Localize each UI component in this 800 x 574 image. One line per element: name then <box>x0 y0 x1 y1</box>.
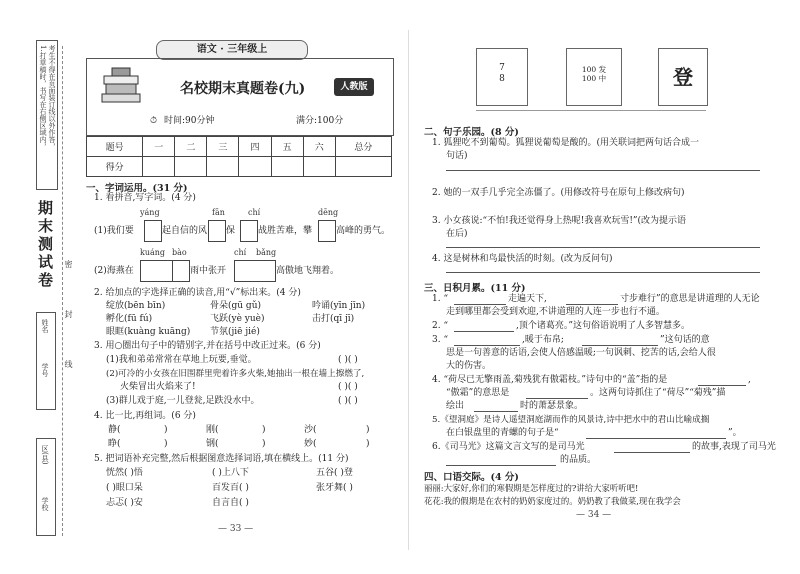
dialogue-line: 丽丽:大家好,你们的寒假期是怎样度过的?讲给大家听听吧! <box>424 483 639 493</box>
exam-full-score: 满分:100分 <box>296 116 344 126</box>
q1-line2-d: 高傲地飞翔着。 <box>276 266 340 276</box>
subject-banner: 语文 · 三年级上 <box>156 40 308 60</box>
fill-blank[interactable] <box>586 438 726 439</box>
dialogue-line: 花花:我的假期是在农村的奶奶家度过的。奶奶教了我做菜,现在我学会 <box>424 496 681 506</box>
fill-blank[interactable] <box>582 345 658 346</box>
score-cell[interactable] <box>175 157 207 177</box>
q5-item[interactable]: 忐忑( )安 <box>106 498 143 508</box>
q4-item[interactable]: 刚( <box>206 425 219 435</box>
section-4-title: 四、口语交际。(4 分) <box>424 472 519 483</box>
q4-item[interactable]: 沙( <box>304 425 317 435</box>
pinyin: dēng <box>318 208 339 217</box>
s3-q1: 寸步难行”的意思是讲道理的人无论 <box>620 294 760 304</box>
s2-q1: 1. 狐狸吃不到葡萄。狐狸说葡萄是酸的。(用关联词把两句话合成一 <box>432 138 699 148</box>
score-header: 一 <box>143 137 175 157</box>
q5-item[interactable]: 百发百( ) <box>212 483 249 493</box>
s3-q3: ,暖于布帛; <box>522 335 564 345</box>
q5-item[interactable]: 五谷( )登 <box>316 468 353 478</box>
section-3-title: 三、日积月累。(11 分) <box>424 283 526 294</box>
pinyin: kuáng <box>140 248 166 257</box>
s3-q5: 在白银盘里的青螺的句子是“ <box>446 428 559 438</box>
q4-item[interactable]: 妙( <box>304 439 317 449</box>
score-row-label: 得分 <box>87 157 143 177</box>
score-cell[interactable] <box>207 157 239 177</box>
s2-q2: 2. 她的一双手几乎完全冻僵了。(用修改符号在原句上修改病句) <box>432 188 685 198</box>
s3-q3: ”这句话的意 <box>660 335 710 345</box>
school-info-box <box>36 438 56 536</box>
q5-item[interactable]: 张牙舞( ) <box>316 483 353 493</box>
paren-close: ) <box>262 425 266 435</box>
bind-mark-mi: 密 <box>64 260 73 268</box>
s3-q6: 6.《司马光》这篇文言文写的是司马光 <box>432 442 585 452</box>
s3-q3: 3. “ <box>432 335 449 345</box>
picture-text: 100 发 <box>581 65 607 74</box>
q1-line1-c: 保 <box>226 226 236 236</box>
q2-item[interactable]: 飞跃(yè yuè) <box>210 314 265 324</box>
score-cell[interactable] <box>239 157 271 177</box>
binder-title: 期末测试卷 <box>36 200 54 290</box>
student-info-box <box>36 312 56 410</box>
s3-q3: 思是一句善意的话语,会使人倍感温暖;一句讽刺、挖苦的话,会给人很 <box>446 348 716 358</box>
page-fold <box>408 30 409 550</box>
answer-line[interactable] <box>446 247 760 248</box>
pinyin: chí <box>234 248 247 257</box>
s3-q4: 绘出 <box>446 401 465 411</box>
fill-blank[interactable] <box>614 452 690 453</box>
fill-blank[interactable] <box>446 465 556 466</box>
q5-item[interactable]: ( )上八下 <box>212 468 249 478</box>
s2-q4: 4. 这是树林和鸟最快活的时刻。(改为反问句) <box>432 254 613 264</box>
s2-q1b: 句话) <box>446 151 468 161</box>
char-box[interactable] <box>240 220 258 242</box>
s2-q3b: 在后) <box>446 229 468 239</box>
q2-item[interactable]: 绽放(bēn bīn) <box>106 301 166 311</box>
q3-prompt: 3. 用○圈出句子中的错别字,并在括号中改正过来。(6 分) <box>94 341 321 351</box>
q1-line1-a: (1)我们要 <box>94 226 134 236</box>
q1-line1-b: 起自信的风 <box>162 226 208 236</box>
s3-q2: 2. “ <box>432 321 449 331</box>
picture-text: 8 <box>499 74 505 84</box>
s3-q1: 1. “ <box>432 294 449 304</box>
score-header: 三 <box>207 137 239 157</box>
s3-q5: 5.《望洞庭》是诗人遥望洞庭湖而作的风景诗,诗中把水中的君山比喻成搁 <box>432 415 710 425</box>
q4-item[interactable]: 睁( <box>108 439 121 449</box>
bind-mark-xian: 线 <box>64 360 73 368</box>
q2-item[interactable]: 节氛(jiē jié) <box>210 327 260 337</box>
q1-line2-a: (2)海燕在 <box>94 266 134 276</box>
char-box[interactable] <box>234 260 276 282</box>
fill-blank[interactable] <box>698 385 746 386</box>
field-label: 学校 <box>41 497 49 511</box>
q1-prompt: 1. 看拼音,写字词。(4 分) <box>94 193 196 203</box>
s3-q4: 时的萧瑟景象。 <box>520 401 584 411</box>
q5-item[interactable]: 恍然( )悟 <box>106 468 143 478</box>
s3-q4: , <box>748 375 751 385</box>
fill-blank[interactable] <box>526 398 588 399</box>
s3-q4: “傲霜”的意思是 <box>446 388 510 398</box>
pinyin: bǎng <box>256 248 277 257</box>
book-stack-icon <box>98 64 144 110</box>
page-number-left: — 33 — <box>218 524 254 534</box>
field-label: 区(县) <box>41 445 49 465</box>
pinyin: yáng <box>140 208 160 217</box>
q3-answer[interactable]: ( )( ) <box>338 355 358 365</box>
q1-line1-e: 高峰的勇气。 <box>336 226 391 236</box>
score-header: 五 <box>271 137 303 157</box>
char-box[interactable] <box>318 220 336 242</box>
field-label: 姓名 <box>41 319 49 333</box>
q5-item[interactable]: 自言自( ) <box>212 498 249 508</box>
picture-card <box>566 48 622 106</box>
s3-q4: 。这两句诗抓住了“荷尽”“菊残”描 <box>590 388 726 398</box>
picture-text: 登 <box>673 65 693 89</box>
page-title: 名校期末真题卷(九) <box>180 81 306 97</box>
q2-item[interactable]: 眼眶(kuàng kuāng) <box>106 327 191 337</box>
pinyin: bào <box>172 248 187 257</box>
notice-line: 1.打草稿时，书写在右侧区域内， <box>39 45 47 150</box>
picture-answer-line[interactable] <box>476 110 706 111</box>
paren-close: ) <box>164 439 168 449</box>
page-number-right: — 34 — <box>576 510 612 520</box>
edition-badge: 人教版 <box>334 78 374 96</box>
score-header: 题号 <box>87 137 143 157</box>
q4-item[interactable]: 静( <box>108 425 121 435</box>
notice-box <box>36 40 58 190</box>
q2-prompt: 2. 给加点的字选择正确的读音,用“√”标出来。(4 分) <box>94 288 301 298</box>
q2-item[interactable]: 骨朵(gū gǔ) <box>210 301 261 311</box>
s3-q6: 的品质。 <box>560 455 597 465</box>
answer-line[interactable] <box>446 170 760 171</box>
paren-close: ) <box>366 439 370 449</box>
answer-line[interactable] <box>446 272 760 273</box>
fill-blank[interactable] <box>474 411 518 412</box>
q2-item[interactable]: 吟诵(yīn jīn) <box>312 301 366 311</box>
section-2-title: 二、句子乐园。(8 分) <box>424 127 519 138</box>
score-header: 二 <box>175 137 207 157</box>
pinyin: chí <box>248 208 261 217</box>
section-1-title: 一、字词运用。(31 分) <box>86 183 188 194</box>
s3-q2: ,顶个诸葛亮。”这句俗语说明了人多智慧多。 <box>516 321 690 331</box>
score-table <box>86 136 392 177</box>
fill-blank[interactable] <box>566 304 618 305</box>
q3-sentence: (1)我和弟弟常常在草地上玩要,垂觉。 <box>106 355 257 365</box>
score-cell[interactable] <box>271 157 303 177</box>
s3-q6: 的故事,表现了司马光 <box>692 442 776 452</box>
score-header: 总分 <box>335 137 391 157</box>
cut-line <box>62 46 63 536</box>
picture-card <box>658 48 708 106</box>
score-header: 六 <box>303 137 335 157</box>
fill-blank[interactable] <box>454 345 520 346</box>
s3-q5: ”。 <box>728 428 742 438</box>
char-box[interactable] <box>208 220 226 242</box>
q3-answer[interactable]: ( )( ) <box>338 396 358 406</box>
binder-strip <box>36 40 80 540</box>
q2-item[interactable]: 孵化(fū fú) <box>106 314 153 324</box>
fill-blank[interactable] <box>454 331 514 332</box>
q3-answer[interactable]: ( )( ) <box>338 382 358 392</box>
q5-item[interactable]: ( )眼口呆 <box>106 483 143 493</box>
char-box[interactable] <box>172 260 190 282</box>
paren-close: ) <box>262 439 266 449</box>
s2-q3: 3. 小女孩说:“不怕!我还觉得身上热呢!我喜欢玩雪!”(改为提示语 <box>432 216 687 226</box>
picture-text: 100 中 <box>581 74 607 83</box>
q1-line2-b: 雨中张开 <box>190 266 227 276</box>
score-cell[interactable] <box>143 157 175 177</box>
notice-line: 考生不得在页面装订线以外作答， <box>48 45 56 150</box>
s3-q4: 4. “荷尽已无擎雨盖,菊残犹有傲霜枝。”诗句中的“盖”指的是 <box>432 375 668 385</box>
s3-q1: 走遍天下, <box>508 294 547 304</box>
pinyin: fān <box>212 208 225 217</box>
q3-sentence: (3)群儿戏于庭,一儿登瓮,足跌没水中。 <box>106 396 260 406</box>
picture-text: 7 <box>499 63 505 73</box>
score-cell[interactable] <box>335 157 391 177</box>
q5-prompt: 5. 把词语补充完整,然后根据图意选择词语,填在横线上。(11 分) <box>94 454 349 464</box>
q3-sentence: (2)可冷的小女孩在旧围群里兜着许多火柴,她抽出一根在墙上擦燃了, <box>106 369 365 379</box>
paren-close: ) <box>366 425 370 435</box>
clock-icon: ⏱ <box>150 116 158 126</box>
q3-sentence: 火柴冒出火焰来了! <box>120 382 196 392</box>
char-box[interactable] <box>140 260 174 282</box>
q1-line1-d: 战胜苦难，攀 <box>258 226 313 236</box>
picture-card <box>476 48 528 106</box>
char-box[interactable] <box>144 220 162 242</box>
field-label: 学号 <box>41 363 49 377</box>
fill-blank[interactable] <box>454 304 506 305</box>
q4-item[interactable]: 钢( <box>206 439 219 449</box>
s3-q1: 走到哪里都会受到欢迎,不讲道理的人连一步也行不通。 <box>446 307 665 317</box>
s3-q3: 大的伤害。 <box>446 361 492 371</box>
q4-prompt: 4. 比一比,再组词。(6 分) <box>94 411 196 421</box>
q2-item[interactable]: 击打(qī jī) <box>312 314 355 324</box>
score-cell[interactable] <box>303 157 335 177</box>
paren-close: ) <box>164 425 168 435</box>
bind-mark-feng: 封 <box>64 310 73 318</box>
exam-time: 时间:90分钟 <box>164 116 215 126</box>
score-header: 四 <box>239 137 271 157</box>
